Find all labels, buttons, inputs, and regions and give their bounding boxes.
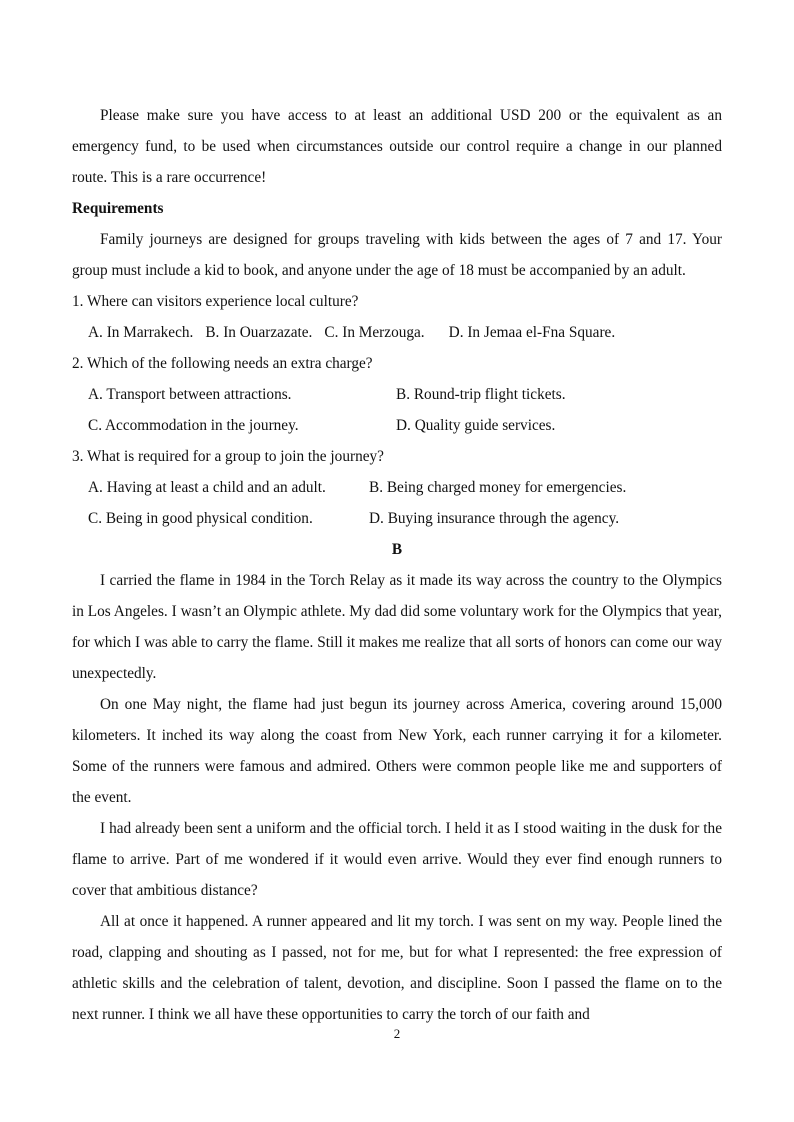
page-number: 2 [393, 1026, 401, 1041]
paragraph-requirements: Family journeys are designed for groups traveling with kids between the ages of 7 and 17. Your group must include a kid to book, and anyone under the age of 18 must be accompanied by an adult. [72, 231, 722, 279]
question-1-option-c: C. In Merzouga. [324, 324, 425, 341]
question-3-stem: 3. What is required for a group to join the journey? [72, 448, 384, 465]
requirements-heading: Requirements [72, 200, 164, 217]
question-3-options-row-2 [72, 503, 722, 534]
question-2-stem: 2. Which of the following needs an extra charge? [72, 355, 373, 372]
question-2-option-b: B. Round-trip flight tickets. [396, 386, 566, 403]
question-3 [72, 441, 722, 534]
passage-b-paragraph: On one May night, the flame had just begun its journey across America, covering around 15,000 kilometers. It inched its way along the coast from New York, each runner carrying it for a kilometer. Some of the runners were famous and admired. Others were common people like me and supporters of the event. [72, 696, 722, 806]
question-2-option-d: D. Quality guide services. [396, 417, 556, 434]
passage-b-paragraph: I had already been sent a uniform and the official torch. I held it as I stood waiting in the dusk for the flame to arrive. Part of me wondered if it would even arrive. Would they ever find enough runners to cover that ambitious distance? [72, 820, 722, 899]
paragraph-emergency-fund: Please make sure you have access to at least an additional USD 200 or the equivalent as an emergency fund, to be used when circumstances outside our control require a change in our planned route. This is a rare occurrence! [72, 107, 722, 186]
document-page [72, 100, 722, 1030]
question-1-options [72, 317, 722, 348]
section-b-heading: B [391, 541, 403, 558]
question-2-option-a: A. Transport between attractions. [88, 386, 292, 403]
question-3-option-a: A. Having at least a child and an adult. [88, 479, 326, 496]
question-3-option-c: C. Being in good physical condition. [88, 510, 313, 527]
passage-b-paragraph: I carried the flame in 1984 in the Torch Relay as it made its way across the country to the Olympics in Los Angeles. I wasn’t an Olympic athlete. My dad did some voluntary work for the Olympics that year, for which I was able to carry the flame. Still it makes me realize that all sorts of honors can come our way unexpectedly. [72, 572, 722, 682]
question-2-options-row-2 [72, 410, 722, 441]
question-1-option-b: B. In Ouarzazate. [205, 324, 313, 341]
question-1-option-d: D. In Jemaa el-Fna Square. [448, 324, 616, 341]
question-2-option-c: C. Accommodation in the journey. [88, 417, 299, 434]
question-1-stem: 1. Where can visitors experience local culture? [72, 293, 359, 310]
question-2-options-row-1 [72, 379, 722, 410]
passage-b-paragraph: All at once it happened. A runner appeared and lit my torch. I was sent on my way. People lined the road, clapping and shouting as I passed, not for me, but for what I represented: the free expression of athletic skills and the celebration of talent, devotion, and discipline. Soon I passed the flame on to the next runner. I think we all have these opportunities to carry the torch of our faith and [72, 913, 722, 1023]
question-3-options-row-1 [72, 472, 722, 503]
question-3-option-b: B. Being charged money for emergencies. [369, 479, 627, 496]
question-1-option-a: A. In Marrakech. [88, 324, 194, 341]
question-3-option-d: D. Buying insurance through the agency. [369, 510, 620, 527]
question-2 [72, 348, 722, 441]
question-1 [72, 286, 722, 348]
